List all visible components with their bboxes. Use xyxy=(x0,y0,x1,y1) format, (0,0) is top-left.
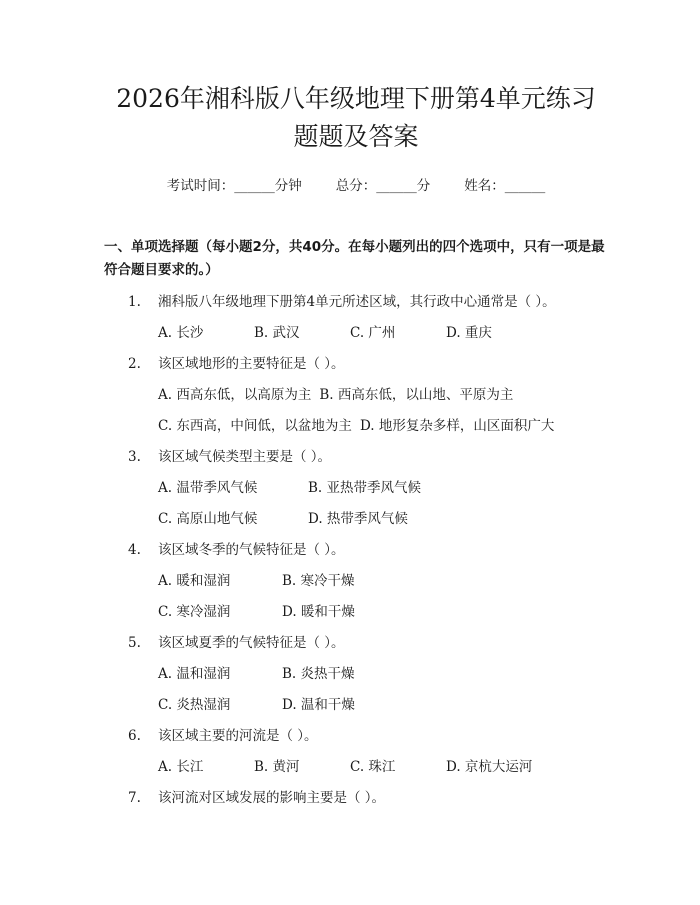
option-c: C. 广州 xyxy=(350,325,396,341)
question-number: 2. xyxy=(128,356,141,372)
option-b: B. 寒冷干燥 xyxy=(282,573,355,589)
option-d: D. 暖和干燥 xyxy=(282,604,355,620)
question-number: 3. xyxy=(128,449,141,465)
option-c: C. 炎热湿润 xyxy=(158,697,231,713)
question-6 xyxy=(128,725,608,778)
option-d: D. 热带季风气候 xyxy=(308,511,408,527)
option-d: D. 地形复杂多样，山区面积广大 xyxy=(359,418,555,434)
option-b: B. 亚热带季风气候 xyxy=(308,480,422,496)
option-a: A. 西高东低，以高原为主 xyxy=(158,387,312,403)
option-a: A. 长江 xyxy=(158,759,204,775)
question-2 xyxy=(128,353,608,437)
option-c: C. 东西高，中间低，以盆地为主 xyxy=(158,418,352,434)
question-stem: 该区域夏季的气候特征是（ ）。 xyxy=(158,635,345,651)
question-stem: 该区域地形的主要特征是（ ）。 xyxy=(158,356,345,372)
option-d: D. 重庆 xyxy=(446,325,492,341)
option-b: B. 武汉 xyxy=(254,325,300,341)
total-score: 总分：______分 xyxy=(335,178,431,194)
option-b: B. 炎热干燥 xyxy=(282,666,355,682)
question-stem: 该区域冬季的气候特征是（ ）。 xyxy=(158,542,345,558)
question-stem: 该区域气候类型主要是（ ）。 xyxy=(158,449,332,465)
question-number: 5. xyxy=(128,635,141,651)
question-number: 4. xyxy=(128,542,141,558)
document-title xyxy=(104,80,608,156)
question-number: 6. xyxy=(128,728,141,744)
question-4 xyxy=(128,539,608,623)
question-number: 1. xyxy=(128,294,141,310)
title-line-1: 2026年湘科版八年级地理下册第4单元练习 xyxy=(116,84,596,113)
option-c: C. 寒冷湿润 xyxy=(158,604,231,620)
option-d: D. 京杭大运河 xyxy=(446,759,533,775)
option-a: A. 温带季风气候 xyxy=(158,480,258,496)
question-1 xyxy=(128,291,608,344)
option-a: A. 温和湿润 xyxy=(158,666,231,682)
option-a: A. 暖和湿润 xyxy=(158,573,231,589)
section-heading: 一、单项选择题（每小题2分，共40分。在每小题列出的四个选项中，只有一项是最符合题目要求的。） xyxy=(104,239,605,278)
title-line-2: 题题及答案 xyxy=(293,122,419,151)
exam-meta xyxy=(104,174,608,194)
option-b: B. 黄河 xyxy=(254,759,300,775)
question-number: 7. xyxy=(128,790,141,806)
question-5 xyxy=(128,632,608,716)
student-name: 姓名：______ xyxy=(464,178,546,194)
question-7 xyxy=(128,787,608,809)
option-d: D. 温和干燥 xyxy=(282,697,355,713)
exam-time: 考试时间：______分钟 xyxy=(166,178,302,194)
question-stem: 该河流对区域发展的影响主要是（ ）。 xyxy=(158,790,386,806)
option-a: A. 长沙 xyxy=(158,325,204,341)
option-c: C. 高原山地气候 xyxy=(158,511,258,527)
question-stem: 湘科版八年级地理下册第4单元所述区域，其行政中心通常是（ ）。 xyxy=(158,294,556,310)
option-c: C. 珠江 xyxy=(350,759,396,775)
option-b: B. 西高东低，以山地、平原为主 xyxy=(319,387,514,403)
question-3 xyxy=(128,446,608,530)
question-stem: 该区域主要的河流是（ ）。 xyxy=(158,728,318,744)
